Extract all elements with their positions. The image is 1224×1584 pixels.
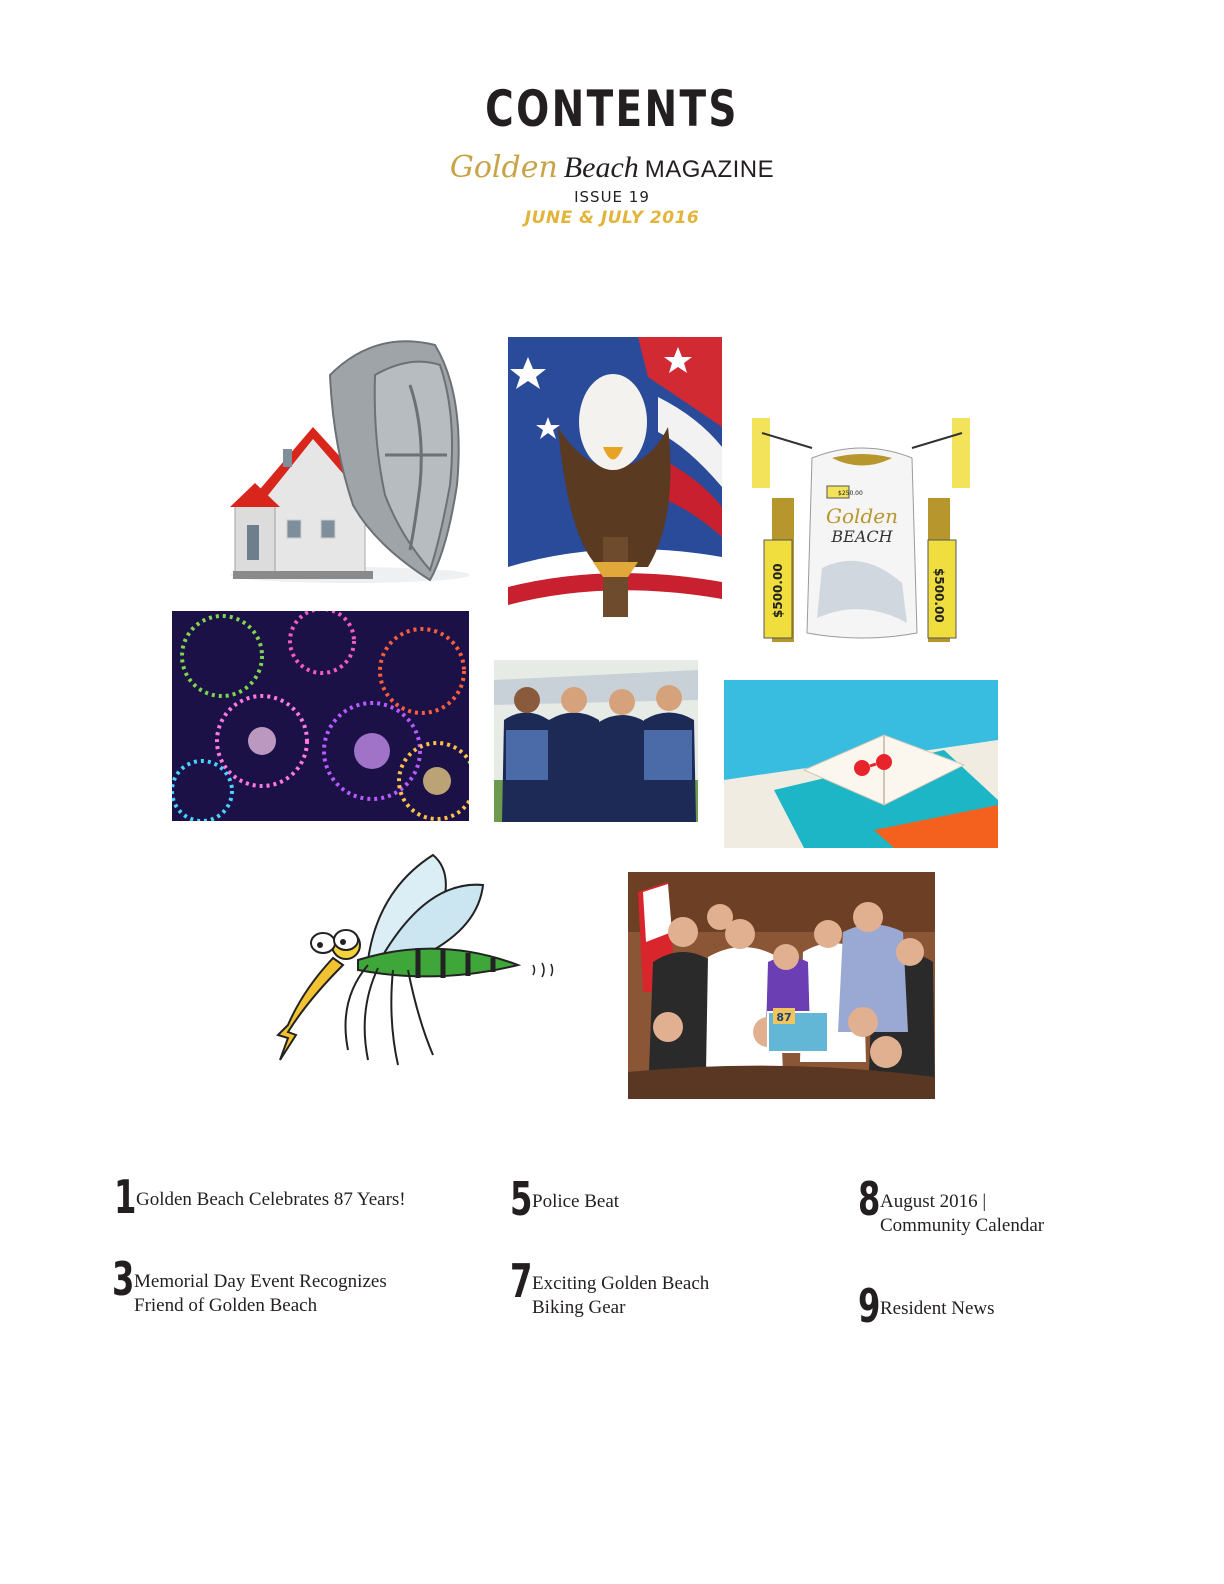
- pool-book-image: [724, 680, 998, 848]
- toc-item-1[interactable]: [114, 1170, 474, 1224]
- toc-item-3[interactable]: [112, 1252, 472, 1318]
- toc-page-number: 9: [858, 1279, 881, 1333]
- police-officers-image: [494, 660, 698, 822]
- toc-title: Golden Beach Celebrates 87 Years!: [136, 1189, 406, 1210]
- issue-date: JUNE & JULY 2016: [524, 208, 700, 228]
- toc-item-5[interactable]: [510, 1172, 810, 1226]
- toc-title: Memorial Day Event Recognizes Friend of Golden Beach: [134, 1271, 387, 1316]
- page-title: CONTENTS: [485, 80, 739, 138]
- mosquito-cartoon-image: [258, 850, 576, 1076]
- toc-title: Resident News: [880, 1298, 995, 1319]
- cake-number: 87: [776, 1011, 792, 1024]
- jersey-price-right: $500.00: [932, 568, 946, 623]
- toc-item-9[interactable]: [858, 1279, 1158, 1333]
- jersey-price-small: $250.00: [838, 490, 863, 497]
- house-shield-image: [225, 335, 475, 585]
- toc-item-8[interactable]: [858, 1172, 1158, 1238]
- masthead-magazine: MAGAZINE: [644, 156, 775, 183]
- toc-title: Exciting Golden Beach Biking Gear: [532, 1273, 710, 1318]
- toc-page-number: 5: [510, 1172, 533, 1226]
- fireworks-image: [172, 611, 469, 821]
- jersey-price-left: $500.00: [771, 563, 785, 618]
- toc-title: August 2016 | Community Calendar: [880, 1191, 1045, 1236]
- magazine-masthead: [0, 150, 1224, 185]
- jersey-brand-beach: BEACH: [831, 527, 893, 546]
- toc-page-number: 8: [858, 1172, 881, 1226]
- masthead-beach: Beach: [563, 151, 639, 184]
- eagle-flag-image: [508, 337, 722, 621]
- jersey-brand-golden: Golden: [826, 504, 898, 528]
- toc-page-number: 1: [114, 1170, 137, 1224]
- masthead-golden: Golden: [449, 150, 558, 185]
- cycling-jersey-image: [752, 418, 972, 642]
- anniversary-celebration-image: [628, 872, 935, 1099]
- toc-title: Police Beat: [532, 1191, 620, 1212]
- toc-item-7[interactable]: [510, 1254, 810, 1320]
- toc-page-number: 3: [112, 1252, 135, 1306]
- toc-page-number: 7: [510, 1254, 533, 1308]
- issue-number: ISSUE 19: [574, 188, 650, 206]
